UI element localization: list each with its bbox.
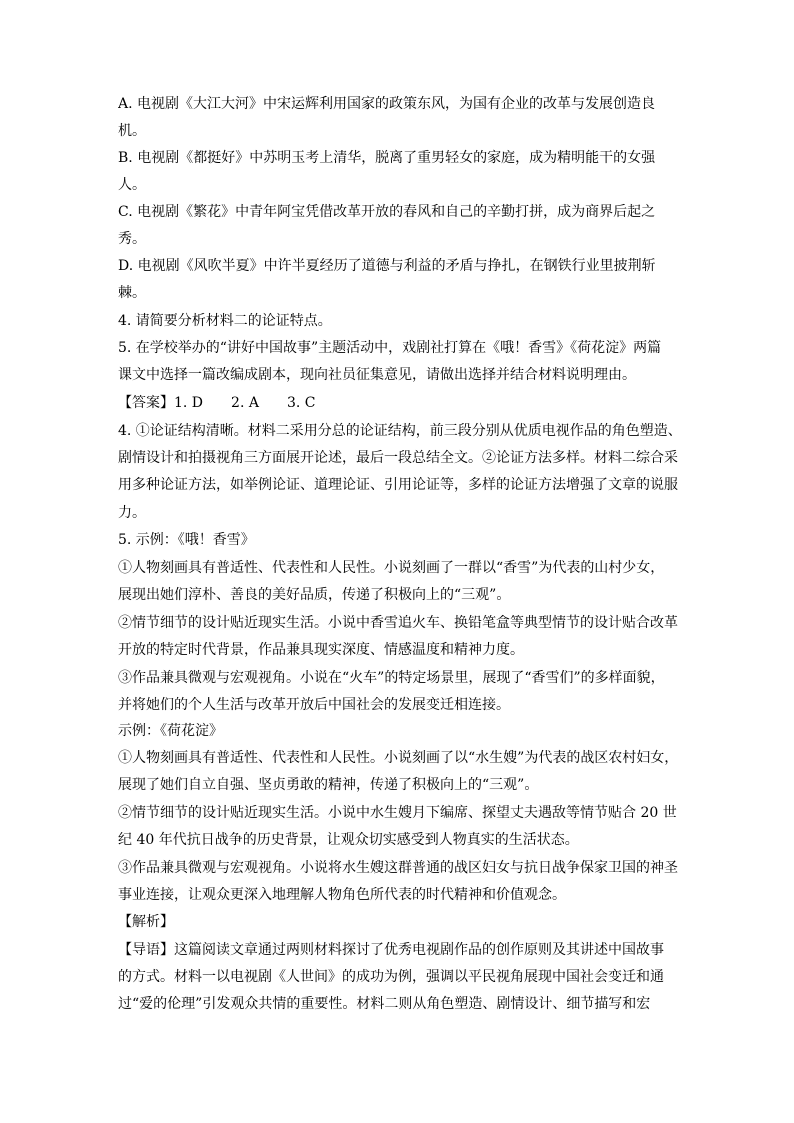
answer-5-example-1-title: 5. 示例：《哦！香雪》	[118, 532, 255, 548]
intro-line-2: 的方式。材料一以电视剧《人世间》的成功为例，强调以平民视角展现中国社会变迁和通	[118, 969, 664, 985]
intro-line-1: 【导语】这篇阅读文章通过两则材料探讨了优秀电视剧作品的创作原则及其讲述中国故事	[118, 942, 664, 958]
option-d-line-2: 棘。	[118, 285, 146, 301]
example-1-point-2-line-1: ②情节细节的设计贴近现实生活。小说中香雪追火车、换铅笔盒等典型情节的设计贴合改革	[118, 615, 678, 631]
example-2-point-1-line-2: 展现了她们自立自强、坚贞勇敢的精神，传递了积极向上的“三观”。	[118, 777, 539, 793]
example-1-point-3-line-1: ③作品兼具微观与宏观视角。小说在“火车”的特定场景里，展现了“香雪们”的多样面貌，	[118, 670, 665, 686]
analysis-heading: 【解析】	[118, 914, 174, 930]
option-c-line-2: 秀。	[118, 231, 146, 247]
example-2-point-2-line-2: 纪 40 年代抗日战争的历史背景，让观众切实感受到人物真实的生活状态。	[118, 832, 579, 848]
example-1-point-2-line-2: 开放的特定时代背景，作品兼具现实深度、情感温度和精神力度。	[118, 642, 524, 658]
question-5-line-1: 5. 在学校举办的“讲好中国故事”主题活动中，戏剧社打算在《哦！香雪》《荷花淀》两篇	[118, 340, 662, 356]
intro-line-3: 过“爱的伦理”引发观众共情的重要性。材料二则从角色塑造、剧情设计、细节描写和宏	[118, 996, 651, 1012]
option-d-line-1: D. 电视剧《风吹半夏》中许半夏经历了道德与利益的矛盾与挣扎，在钢铁行业里披荆斩	[118, 258, 656, 274]
example-1-point-1-line-1: ①人物刻画具有普适性、代表性和人民性。小说刻画了一群以“香雪”为代表的山村少女，	[118, 560, 665, 576]
example-2-point-1-line-1: ①人物刻画具有普适性、代表性和人民性。小说刻画了以“水生嫂”为代表的战区农村妇女，	[118, 750, 679, 766]
option-c-line-1: C. 电视剧《繁花》中青年阿宝凭借改革开放的春风和自己的辛勤打拼，成为商界后起之	[118, 204, 656, 220]
answer-4-line-1: 4. ①论证结构清晰。材料二采用分总的论证结构，前三段分别从优质电视作品的角色塑造、	[118, 423, 682, 439]
answer-4-line-4: 力。	[118, 505, 146, 521]
question-4: 4. 请简要分析材料二的论证特点。	[118, 313, 332, 329]
example-1-point-3-line-2: 并将她们的个人生活与改革开放后中国社会的发展变迁相连接。	[118, 697, 510, 713]
answer-key: 【答案】1. D 2. A 3. C	[118, 395, 316, 411]
example-1-point-1-line-2: 展现出她们淳朴、善良的美好品质，传递了积极向上的“三观”。	[118, 587, 511, 603]
option-b-line-2: 人。	[118, 177, 146, 193]
answer-4-line-3: 用多种论证方法，如举例论证、道理论证、引用论证等，多样的论证方法增强了文章的说服	[118, 477, 678, 493]
option-a-line-1: A. 电视剧《大江大河》中宋运辉利用国家的政策东风，为国有企业的改革与发展创造良	[118, 96, 656, 112]
example-2-title: 示例：《荷花淀》	[118, 723, 223, 739]
example-2-point-3-line-1: ③作品兼具微观与宏观视角。小说将水生嫂这群普通的战区妇女与抗日战争保家卫国的神圣	[118, 860, 678, 876]
answer-4-line-2: 剧情设计和拍摄视角三方面展开论述，最后一段总结全文。②论证方法多样。材料二综合采	[118, 450, 678, 466]
example-2-point-3-line-2: 事业连接，让观众更深入地理解人物角色所代表的时代精神和价值观念。	[118, 887, 566, 903]
example-2-point-2-line-1: ②情节细节的设计贴近现实生活。小说中水生嫂月下编席、探望丈夫遇敌等情节贴合 20 世	[118, 805, 677, 821]
option-a-line-2: 机。	[118, 123, 146, 139]
option-b-line-1: B. 电视剧《都挺好》中苏明玉考上清华，脱离了重男轻女的家庭，成为精明能干的女强	[118, 150, 656, 166]
question-5-line-2: 课文中选择一篇改编成剧本，现向社员征集意见，请做出选择并结合材料说明理由。	[118, 367, 636, 383]
